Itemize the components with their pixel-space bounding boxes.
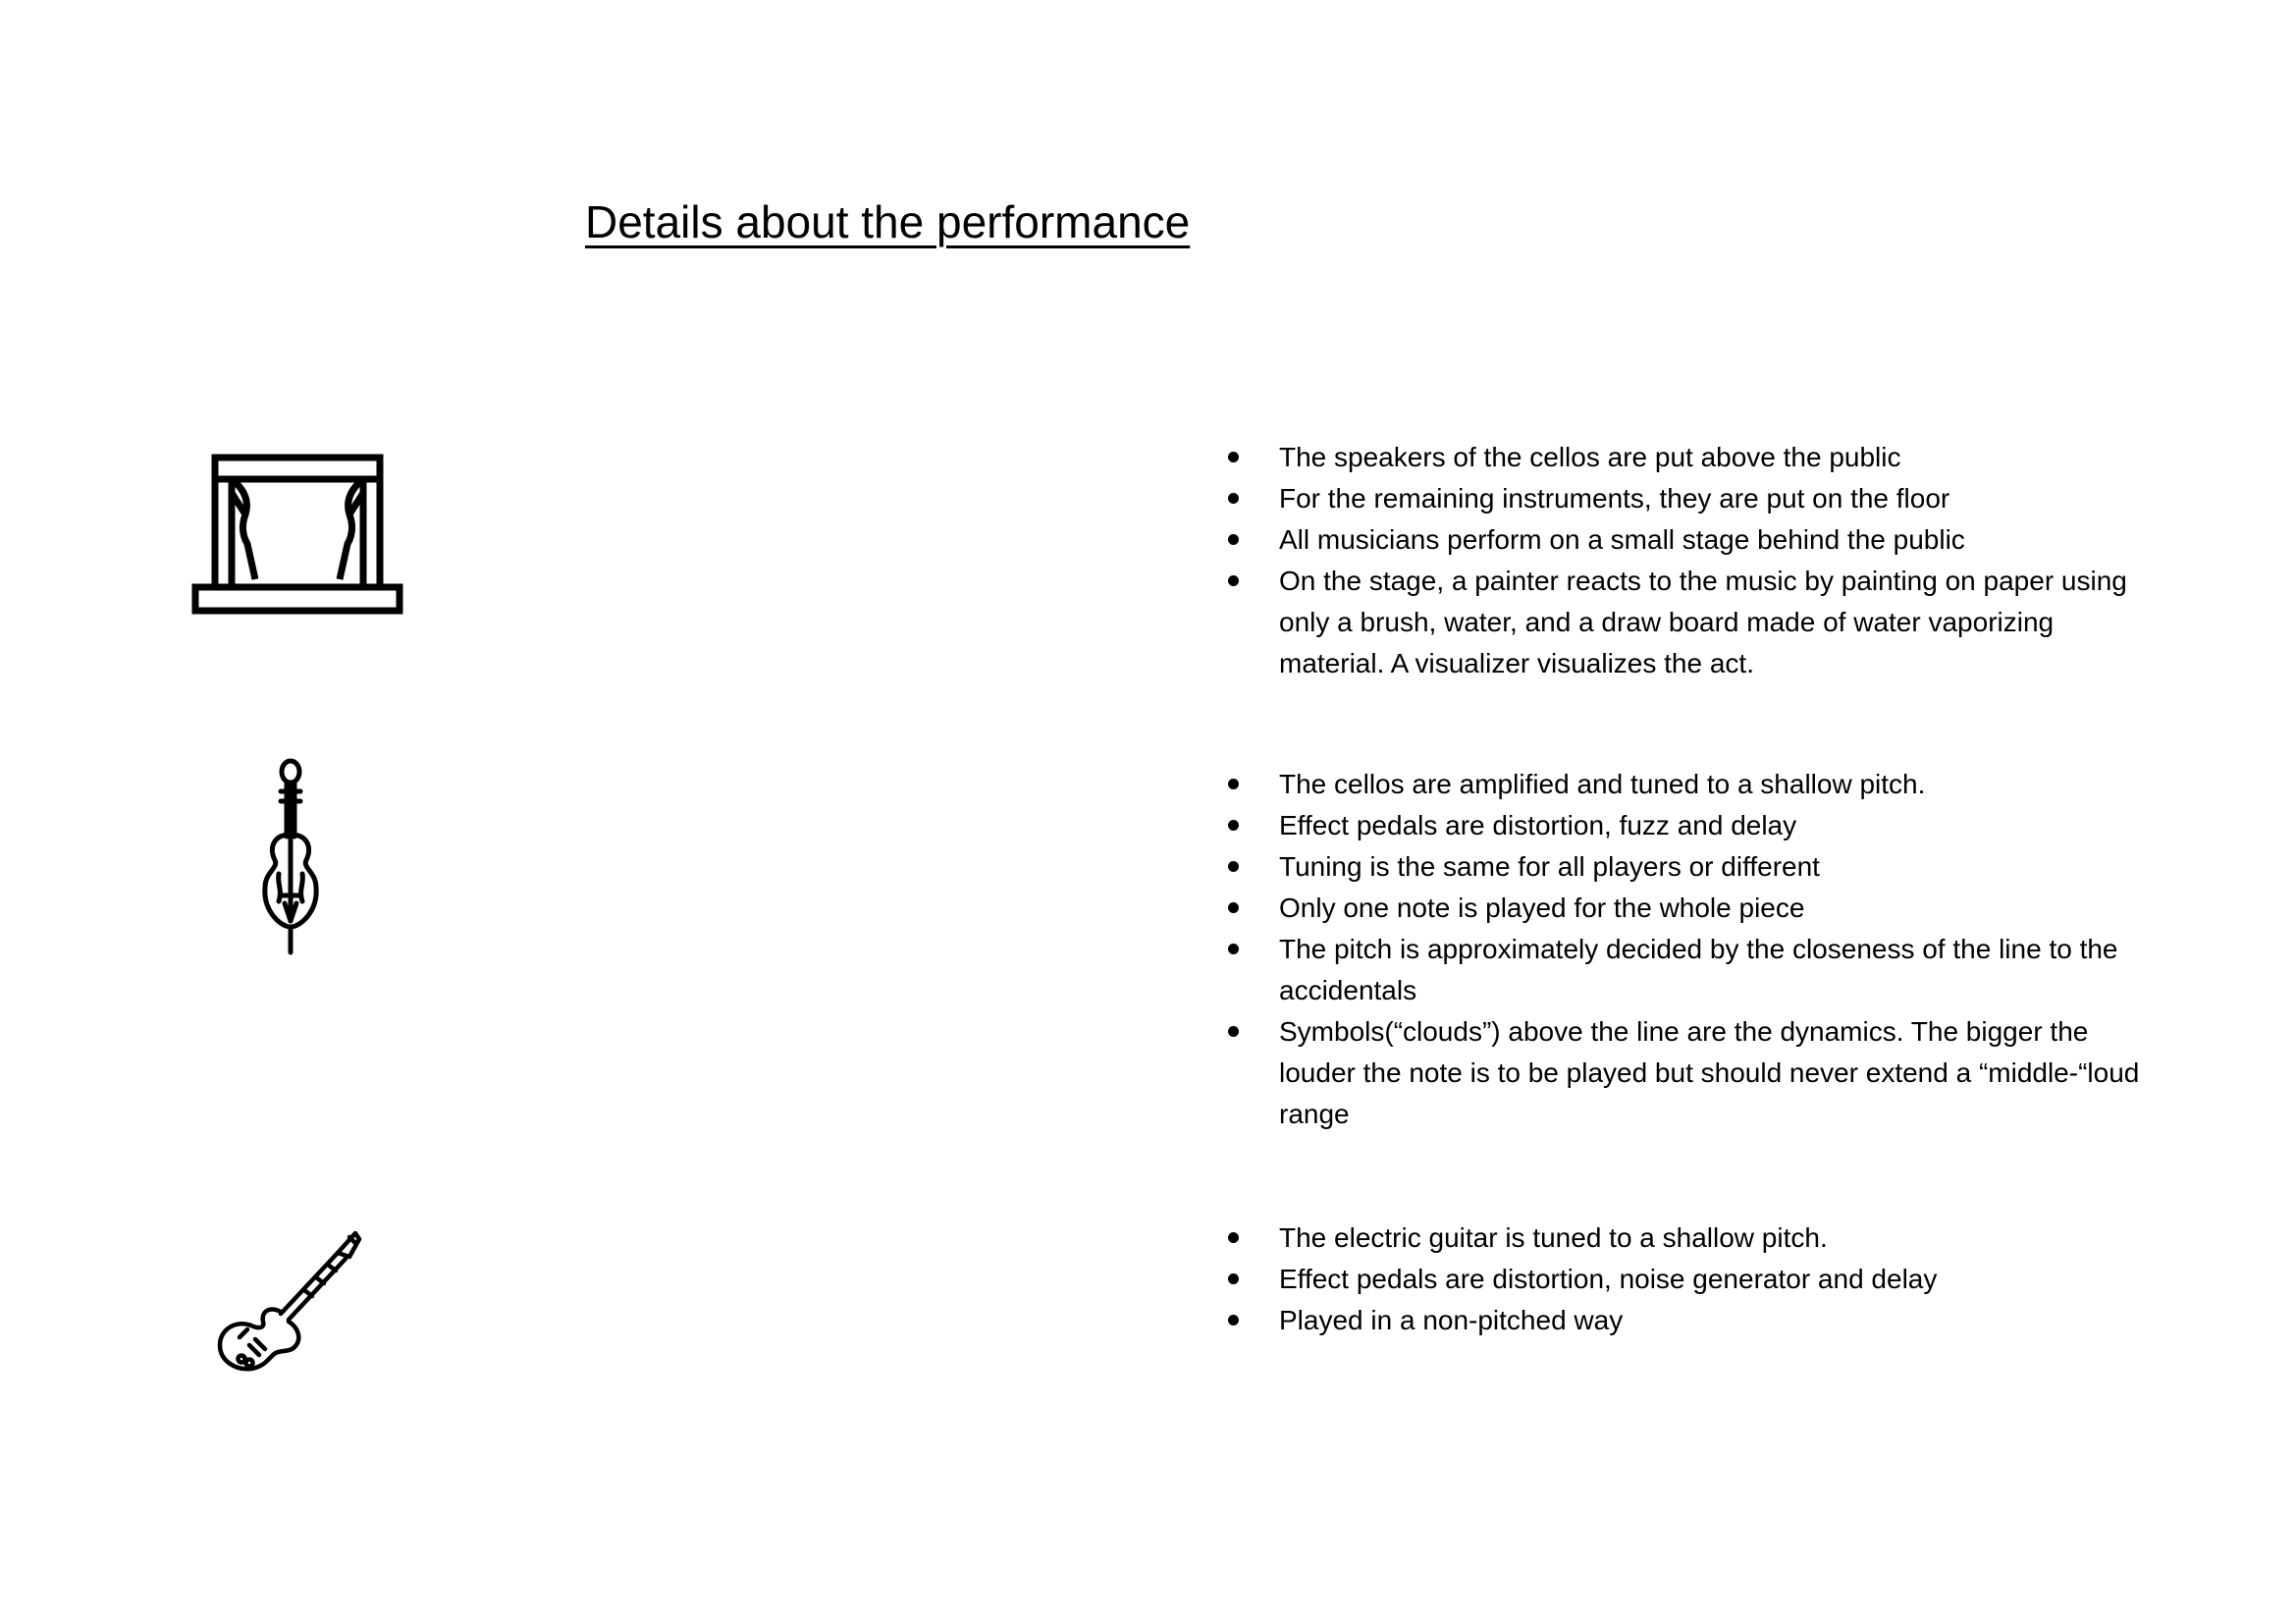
list-item: For the remaining instruments, they are put on the floor [1225, 478, 2148, 519]
list-item: Played in a non-pitched way [1225, 1300, 2148, 1341]
list-item: On the stage, a painter reacts to the music by painting on paper using only a brush, water, and a draw board made of water vaporizing material. A visualizer visualizes the act. [1225, 561, 2148, 684]
guitar-details-list [1225, 1218, 2148, 1341]
list-item: Effect pedals are distortion, fuzz and delay [1225, 805, 2148, 846]
list-item: All musicians perform on a small stage behind the public [1225, 519, 2148, 561]
list-item: Only one note is played for the whole piece [1225, 888, 2148, 929]
cello-icon [251, 758, 330, 956]
list-item: Tuning is the same for all players or different [1225, 846, 2148, 888]
list-item: The electric guitar is tuned to a shallow pitch. [1225, 1218, 2148, 1259]
list-item: The pitch is approximately decided by the closeness of the line to the accidentals [1225, 929, 2148, 1011]
page-title: Details about the performance [585, 196, 1191, 247]
list-item: The speakers of the cellos are put above the public [1225, 437, 2148, 478]
list-item: The cellos are amplified and tuned to a shallow pitch. [1225, 764, 2148, 805]
cello-details-list [1225, 764, 2148, 1135]
electric-guitar-icon [212, 1227, 365, 1377]
stage-icon [190, 454, 404, 619]
list-item: Symbols(“clouds”) above the line are the dynamics. The bigger the louder the note is to be played but should never extend a “middle-“loud range [1225, 1011, 2148, 1135]
list-item: Effect pedals are distortion, noise generator and delay [1225, 1259, 2148, 1300]
stage-details-list [1225, 437, 2148, 684]
